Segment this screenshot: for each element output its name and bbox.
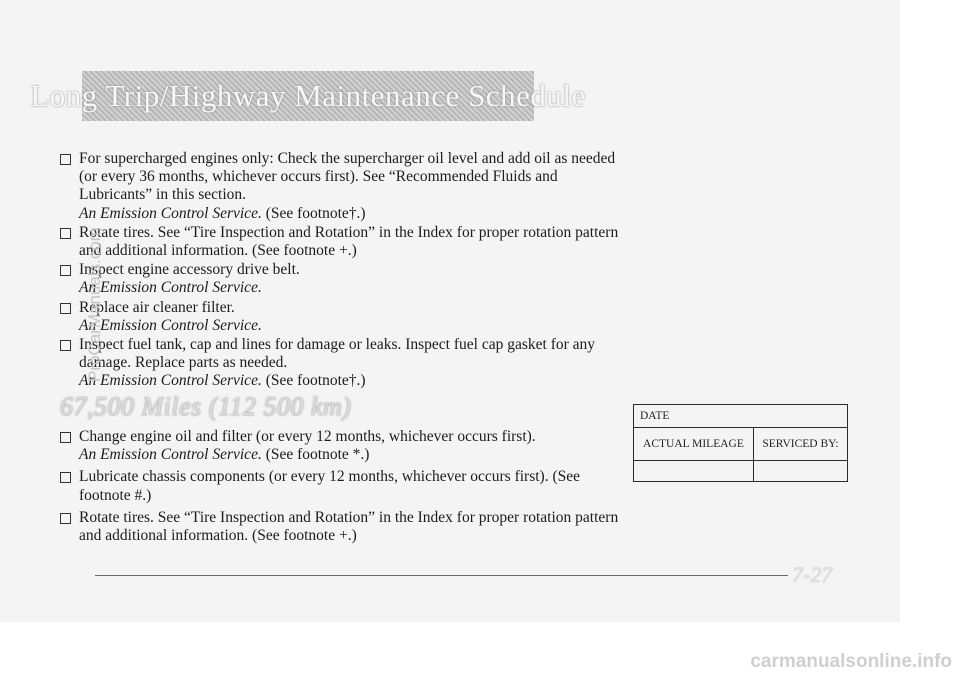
list-item [60,428,620,464]
item-text: Inspect engine accessory drive belt. [79,261,300,279]
list-item [60,468,620,504]
mileage-entry-cell[interactable] [634,461,754,482]
checkbox-icon[interactable] [60,513,71,524]
item-text: Change engine oil and filter (or every 12 months, whichever occurs first). [79,428,536,445]
list-item [60,261,620,297]
item-text: Lubricate chassis components (or every 12 months, whichever occurs first). (See footnote #.) [79,468,581,504]
checkbox-icon[interactable] [60,432,71,443]
list-item [60,224,620,260]
service-note: An Emission Control Service. (See footnote *.) [79,446,370,464]
checkbox-icon[interactable] [60,265,71,276]
checklist-section-a [60,150,620,392]
serviced-by-entry-cell[interactable] [753,461,847,482]
service-note: An Emission Control Service. (See footnote†.) [79,204,366,222]
checkbox-icon[interactable] [60,154,71,165]
page-title: Long Trip/Highway Maintenance Schedule [30,78,586,113]
serviced-by-label-cell: SERVICED BY: [753,428,847,461]
checkbox-icon[interactable] [60,303,71,314]
checklist-section-b [60,428,620,549]
item-text: Rotate tires. See “Tire Inspection and Rotation” in the Index for proper rotation pattern and additional information. (See footnote +.) [79,223,619,260]
list-item [60,336,620,391]
checkbox-icon[interactable] [60,472,71,483]
service-note: An Emission Control Service. [79,316,262,334]
checkbox-icon[interactable] [60,340,71,351]
item-text: Inspect fuel tank, cap and lines for damage or leaks. Inspect fuel cap gasket for any damage. Replace parts as needed. [79,336,596,372]
watermark: ProCarManuals.com [85,227,104,382]
list-item [60,299,620,335]
service-record-table [633,404,848,482]
service-note: An Emission Control Service. [79,279,262,297]
item-text: Rotate tires. See “Tire Inspection and Rotation” in the Index for proper rotation pattern and additional information. (See footnote +.) [79,508,619,545]
title-banner [30,71,586,121]
list-item [60,150,620,223]
mileage-heading: 67,500 Miles (112 500 km) [60,392,352,421]
service-note: An Emission Control Service. (See footnote†.) [79,372,366,390]
item-text: Replace air cleaner filter. [79,298,235,316]
date-cell[interactable]: DATE [634,405,848,428]
checkbox-icon[interactable] [60,228,71,239]
site-footer: carmanualsonline.info [750,651,952,672]
page-number: 7-27 [792,562,833,587]
footer-rule [95,575,788,576]
item-text: For supercharged engines only: Check the supercharger oil level and add oil as needed (or every 36 months, whichever occurs first). See “Recommended Fluids and Lubricants” in this section. [79,150,616,204]
list-item [60,509,620,545]
mileage-label-cell: ACTUAL MILEAGE [634,428,754,461]
